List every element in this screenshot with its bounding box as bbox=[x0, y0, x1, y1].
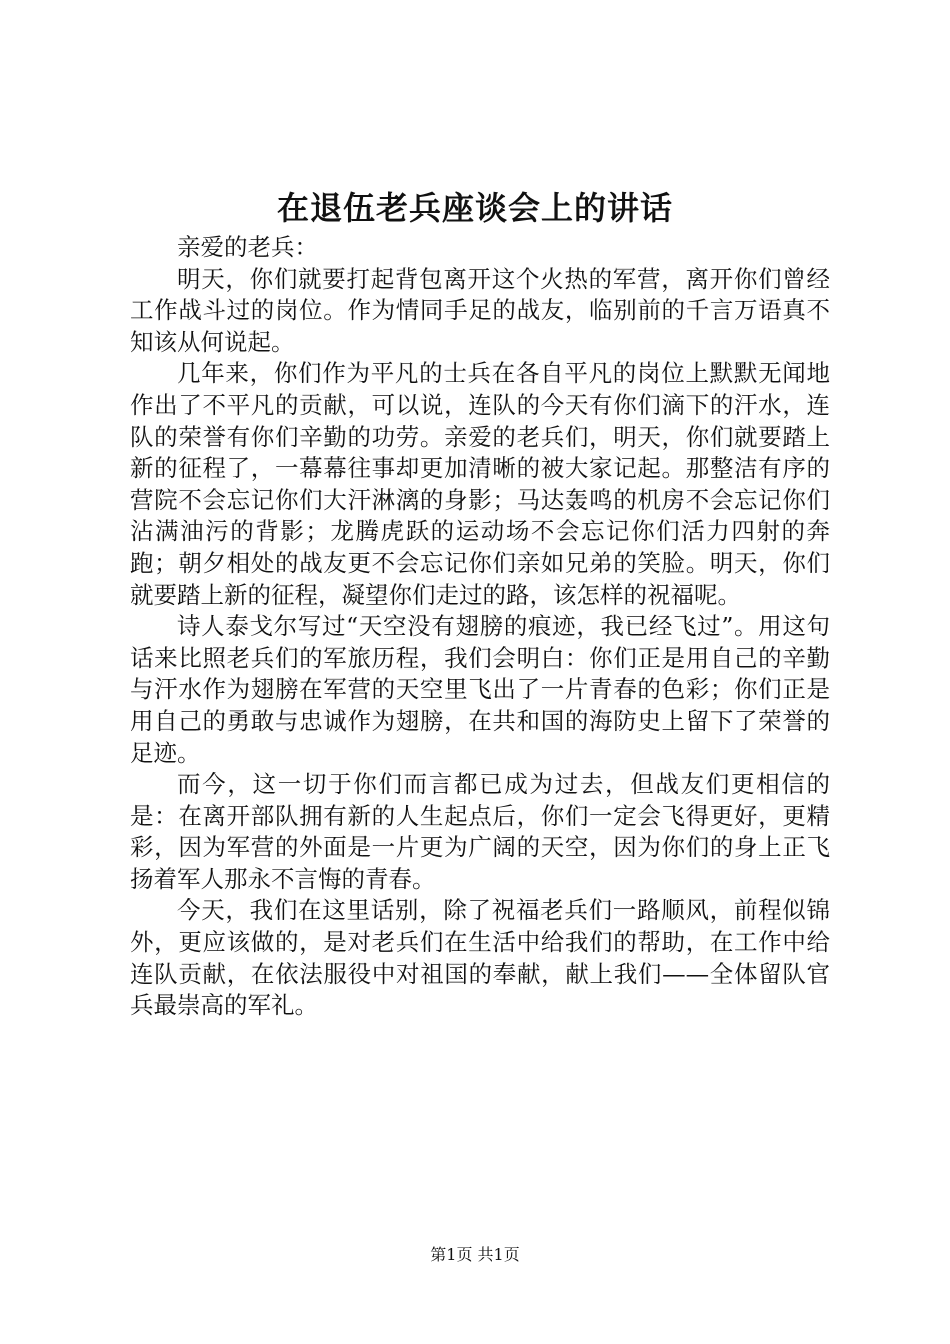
body-paragraph-4: 而今，这一切于你们而言都已成为过去，但战友们更相信的是：在离开部队拥有新的人生起点后，你们一定会飞得更好，更精彩，因为军营的外面是一片更为广阔的天空，因为你们的身上正飞扬着军人那永不言悔的青春。 bbox=[130, 770, 830, 893]
body-paragraph-3: 诗人泰戈尔写过“天空没有翅膀的痕迹，我已经飞过”。用这句话来比照老兵们的军旅历程，我们会明白：你们正是用自己的辛勤与汗水作为翅膀在军营的天空里飞出了一片青春的色彩；你们正是用自己的勇敢与忠诚作为翅膀，在共和国的海防史上留下了荣誉的足迹。 bbox=[130, 612, 830, 767]
greeting-paragraph: 亲爱的老兵： bbox=[177, 233, 318, 261]
body-paragraph-5: 今天，我们在这里话别，除了祝福老兵们一路顺风，前程似锦外，更应该做的，是对老兵们在生活中给我们的帮助，在工作中给连队贡献，在依法服役中对祖国的奉献，献上我们——全体留队官兵最崇高的军礼。 bbox=[130, 896, 830, 1020]
document-title: 在退伍老兵座谈会上的讲话 bbox=[276, 189, 673, 227]
document-body bbox=[130, 232, 830, 1022]
body-paragraph-2: 几年来，你们作为平凡的士兵在各自平凡的岗位上默默无闻地作出了不平凡的贡献，可以说，连队的今天有你们滴下的汗水，连队的荣誉有你们辛勤的功劳。亲爱的老兵们，明天，你们就要踏上新的征程了，一幕幕往事却更加清晰的被大家记起。那整洁有序的营院不会忘记你们大汗淋漓的身影；马达轰鸣的机房不会忘记你们沾满油污的背影；龙腾虎跃的运动场不会忘记你们活力四射的奔跑；朝夕相处的战友更不会忘记你们亲如兄弟的笑脸。明天，你们就要踏上新的征程，凝望你们走过的路，该怎样的祝福呢。 bbox=[130, 359, 830, 609]
page-footer: 第1页 共1页 bbox=[430, 1245, 520, 1264]
body-paragraph-1: 明天，你们就要打起背包离开这个火热的军营，离开你们曾经工作战斗过的岗位。作为情同手足的战友，临别前的千言万语真不知该从何说起。 bbox=[130, 264, 830, 356]
